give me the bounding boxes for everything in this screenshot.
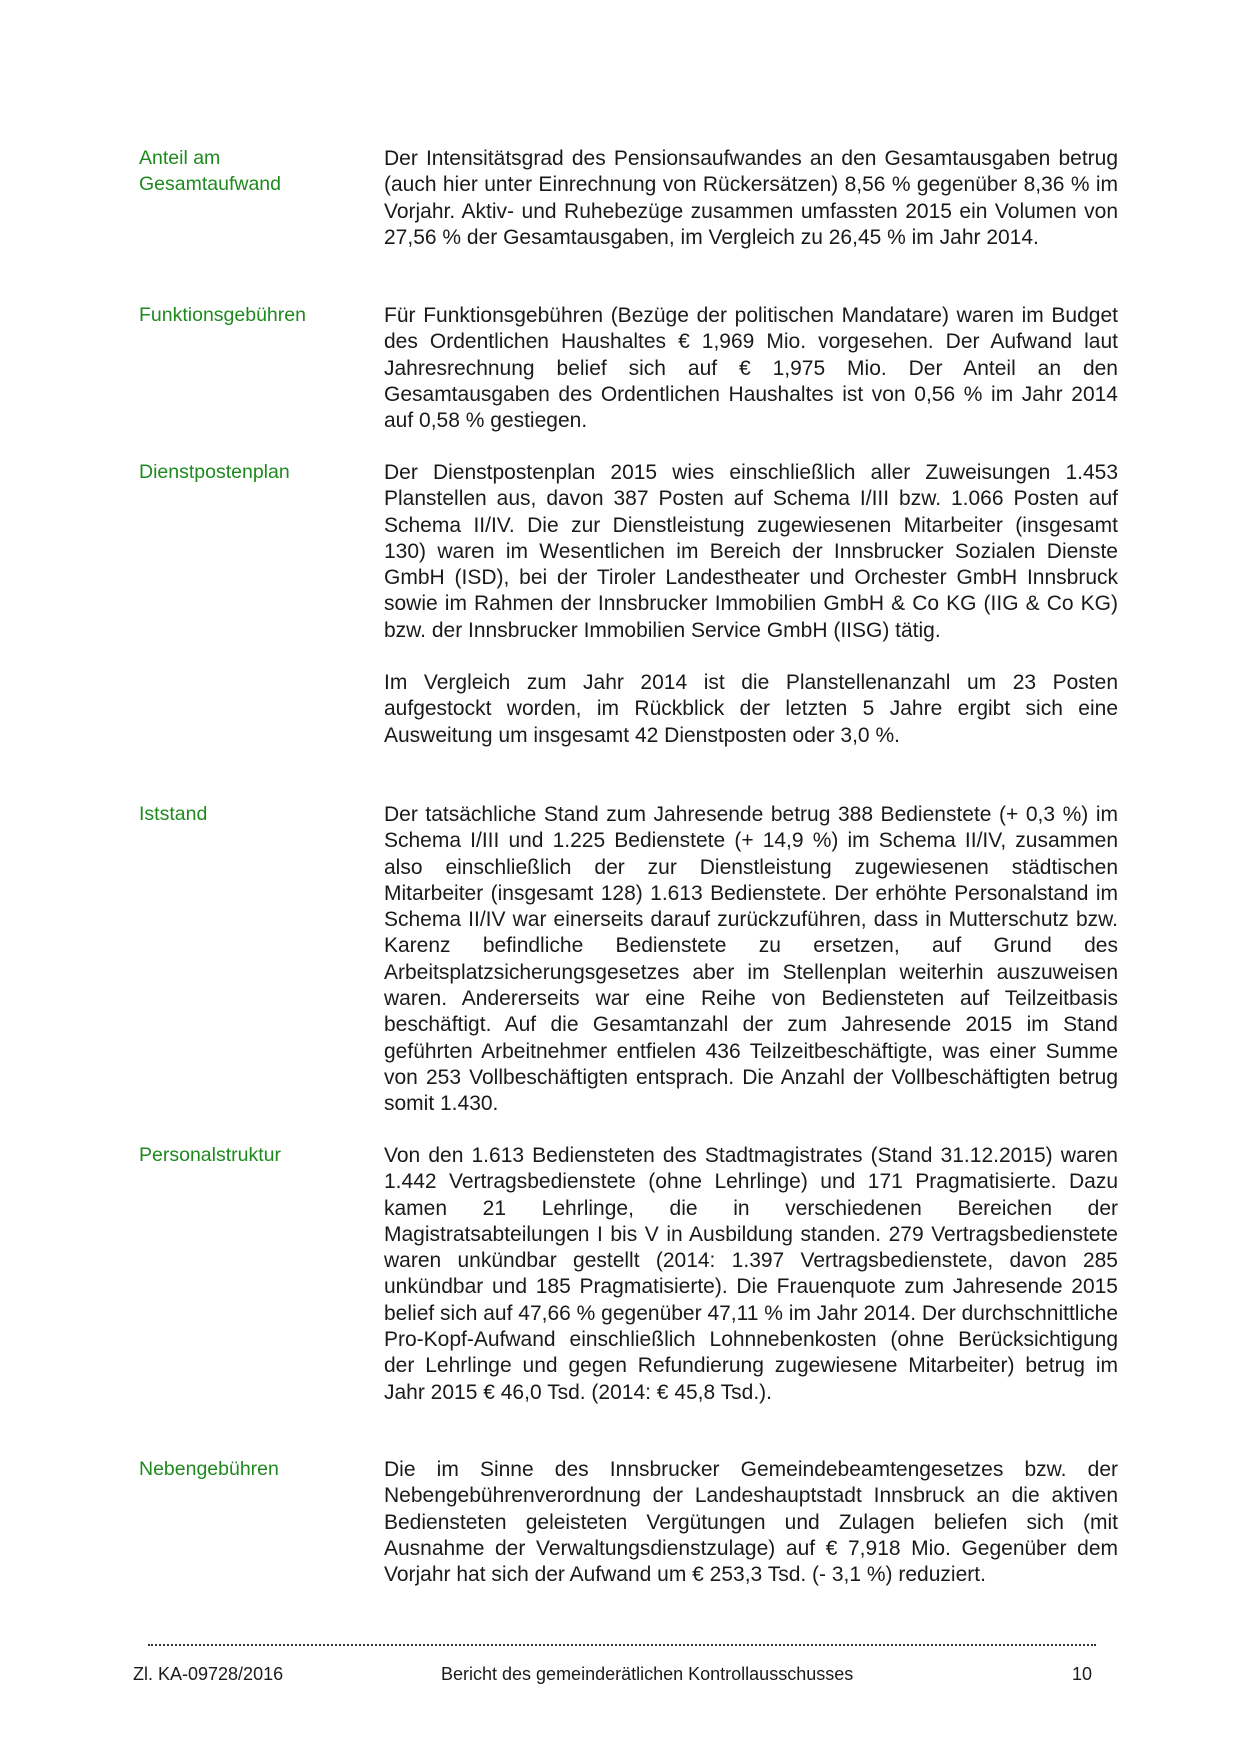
paragraph: Der Dienstpostenplan 2015 wies einschließlich aller Zuweisungen 1.453 Planstellen aus, davon 387 Posten auf Schema I/III bzw. 1.066 Posten auf Schema II/IV. Die zur Dienstleistung zugewiesenen Mitarbeiter (insgesamt 130) waren im Wesentlichen im Bereich der Innsbrucker Sozialen Dienste GmbH (ISD), bei der Tiroler Landestheater und Orchester GmbH Innsbruck sowie im Rahmen der Innsbrucker Immobilien GmbH & Co KG (IIG & Co KG) bzw. der Innsbrucker Immobilien Service GmbH (IISG) tätig.: [384, 461, 1118, 642]
footer-divider: [148, 1644, 1096, 1646]
paragraph: Von den 1.613 Bediensteten des Stadtmagistrates (Stand 31.12.2015) waren 1.442 Vertragsbedienstete (ohne Lehrlinge) und 171 Pragmatisierte. Dazu kamen 21 Lehrlinge, die in verschiedenen Bereichen der Magistratsabteilungen I bis V in Ausbildung standen. 279 Vertragsbedienstete waren unkündbar gestellt (2014: 1.397 Vertragsbedienstete, davon 285 unkündbar und 185 Pragmatisierte). Die Frauenquote zum Jahresende 2015 belief sich auf 47,66 % gegenüber 47,11 % im Jahr 2014. Der durchschnittliche Pro-Kopf-Aufwand einschließlich Lohnnebenkosten (ohne Berücksichtigung der Lehrlinge und gegen Refundierung zugewiesene Mitarbeiter) betrug im Jahr 2015 € 46,0 Tsd. (2014: € 45,8 Tsd.).: [384, 1144, 1118, 1404]
section-body: [384, 802, 1118, 1144]
paragraph: Der Intensitätsgrad des Pensionsaufwandes an den Gesamtausgaben betrug (auch hier unter Einrechnung von Rückersätzen) 8,56 % gegenüber 8,36 % im Vorjahr. Aktiv- und Ruhebezüge zusammen umfassten 2015 ein Volumen von 27,56 % der Gesamtausgaben, im Vergleich zu 26,45 % im Jahr 2014.: [384, 147, 1118, 249]
margin-label: Funktionsgebühren: [139, 304, 306, 326]
section-body: [384, 1143, 1118, 1432]
paragraph: Für Funktionsgebühren (Bezüge der politischen Mandatare) waren im Budget des Ordentlichen Haushaltes € 1,969 Mio. vorgesehen. Der Aufwand laut Jahresrechnung belief sich auf € 1,975 Mio. Der Anteil an den Gesamtausgaben des Ordentlichen Haushaltes ist von 0,56 % im Jahr 2014 auf 0,58 % gestiegen.: [384, 304, 1118, 433]
paragraph: Die im Sinne des Innsbrucker Gemeindebeamtengesetzes bzw. der Nebengebührenverordnung der Landeshauptstadt Innsbruck an die aktiven Bediensteten geleisteten Vergütungen und Zulagen beliefen sich (mit Ausnahme der Verwaltungsdienstzulage) auf € 7,918 Mio. Gegenüber dem Vorjahr hat sich der Aufwand um € 253,3 Tsd. (- 3,1 %) reduziert.: [384, 1458, 1118, 1587]
section-body: [384, 460, 1118, 775]
margin-label: Iststand: [139, 803, 208, 825]
paragraph: Der tatsächliche Stand zum Jahresende betrug 388 Bedienstete (+ 0,3 %) im Schema I/III und 1.225 Bedienstete (+ 14,9 %) im Schema II/IV, zusammen also einschließlich der zur Dienstleistung zugewiesenen städtischen Mitarbeiter (insgesamt 128) 1.613 Bedienstete. Der erhöhte Personalstand im Schema II/IV war einerseits darauf zurückzuführen, dass in Mutterschutz bzw. Karenz befindliche Bedienstete zu ersetzen, auf Grund des Arbeitsplatzsicherungsgesetzes aber im Stellenplan weiterhin auszuweisen waren. Andererseits war eine Reihe von Bediensteten auf Teilzeitbasis beschäftigt. Auf die Gesamtanzahl der zum Jahresende 2015 im Stand geführten Arbeitnehmer entfielen 436 Teilzeitbeschäftigte, was einer Summe von 253 Vollbeschäftigten entsprach. Die Anzahl der Vollbeschäftigten betrug somit 1.430.: [384, 803, 1118, 1116]
page-number: 10: [1072, 1664, 1093, 1684]
paragraph: Im Vergleich zum Jahr 2014 ist die Planstellenanzahl um 23 Posten aufgestockt worden, im Rückblick der letzten 5 Jahre ergibt sich eine Ausweitung um insgesamt 42 Dienstposten oder 3,0 %.: [384, 671, 1118, 747]
margin-label: Personalstruktur: [139, 1144, 281, 1166]
footer-title: Bericht des gemeinderätlichen Kontrollausschusses: [441, 1664, 854, 1684]
margin-label: Dienstpostenplan: [139, 461, 290, 483]
margin-label: Anteil am Gesamtaufwand: [139, 147, 281, 195]
footer-reference: Zl. KA-09728/2016: [133, 1664, 284, 1684]
section-body: [384, 1457, 1118, 1614]
margin-label: Nebengebühren: [139, 1458, 279, 1480]
section-body: [384, 146, 1118, 277]
section-body: [384, 303, 1118, 460]
